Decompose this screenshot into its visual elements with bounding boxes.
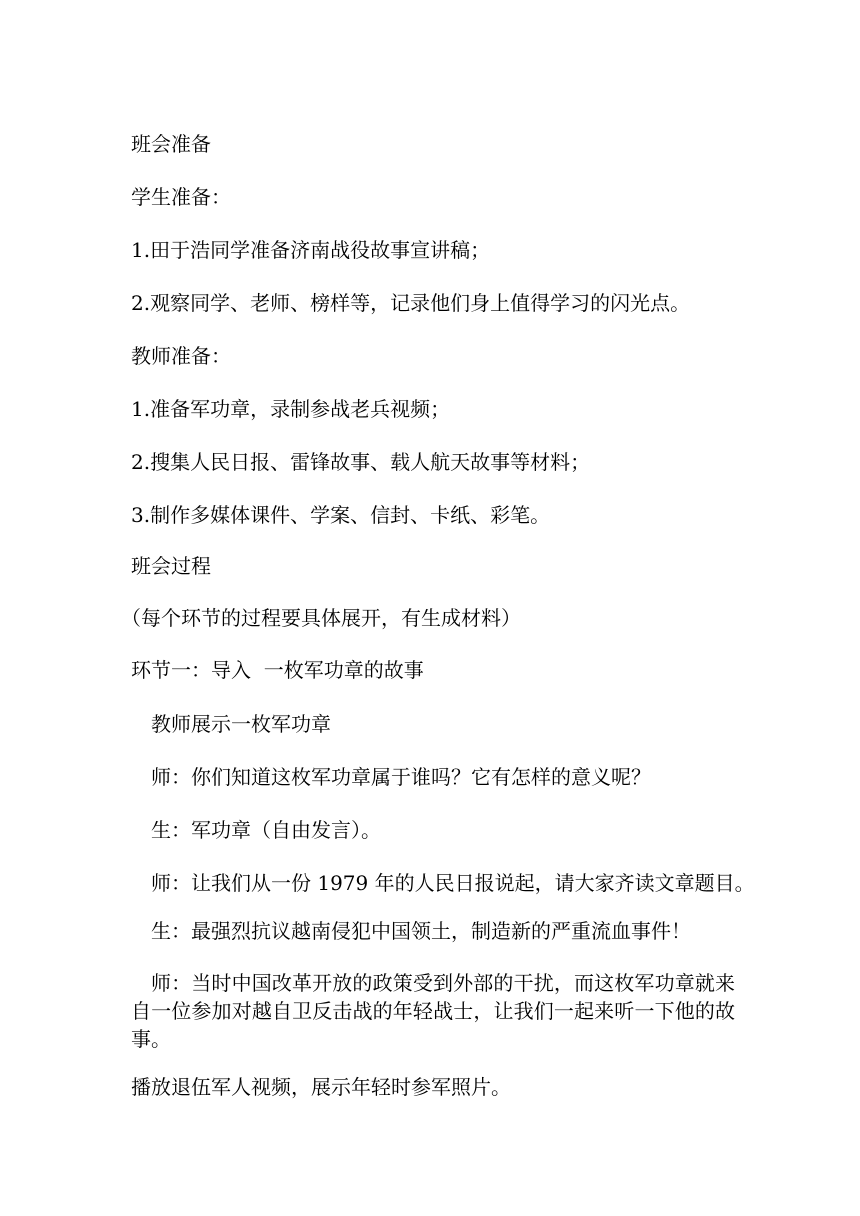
- section1-line: 生：军功章（自由发言）。: [151, 818, 381, 842]
- section1-line: 生：最强烈抗议越南侵犯中国领土，制造新的严重流血事件！: [151, 919, 691, 943]
- teacher-prep-item: 3.制作多媒体课件、学案、信封、卡纸、彩笔。: [131, 503, 551, 527]
- section1-heading: 环节一：导入 一枚军功章的故事: [131, 658, 424, 682]
- process-heading: 班会过程: [131, 554, 211, 578]
- section1-line: 师：让我们从一份 1979 年的人民日报说起，请大家齐读文章题目。: [151, 871, 755, 895]
- section1-line: 教师展示一枚军功章: [151, 712, 331, 736]
- section1-line: 师：你们知道这枚军功章属于谁吗？它有怎样的意义呢？: [151, 765, 651, 789]
- section1-paragraph: 师：当时中国改革开放的政策受到外部的干扰，而这枚军功章就来自一位参加对越自卫反击战的年轻战士，让我们一起来听一下他的故事。: [131, 971, 735, 1051]
- teacher-prep-heading: 教师准备：: [131, 344, 231, 368]
- student-prep-item: 1.田于浩同学准备济南战役故事宣讲稿；: [131, 238, 491, 262]
- process-note: （每个环节的过程要具体展开，有生成材料）: [121, 606, 521, 630]
- section1-closing: 播放退伍军人视频，展示年轻时参军照片。: [131, 1075, 511, 1099]
- student-prep-item: 2.观察同学、老师、榜样等，记录他们身上值得学习的闪光点。: [131, 291, 691, 315]
- teacher-prep-item: 2.搜集人民日报、雷锋故事、载人航天故事等材料；: [131, 450, 591, 474]
- student-prep-heading: 学生准备：: [131, 185, 231, 209]
- preparation-heading: 班会准备: [131, 132, 211, 156]
- teacher-prep-item: 1.准备军功章，录制参战老兵视频；: [131, 397, 451, 421]
